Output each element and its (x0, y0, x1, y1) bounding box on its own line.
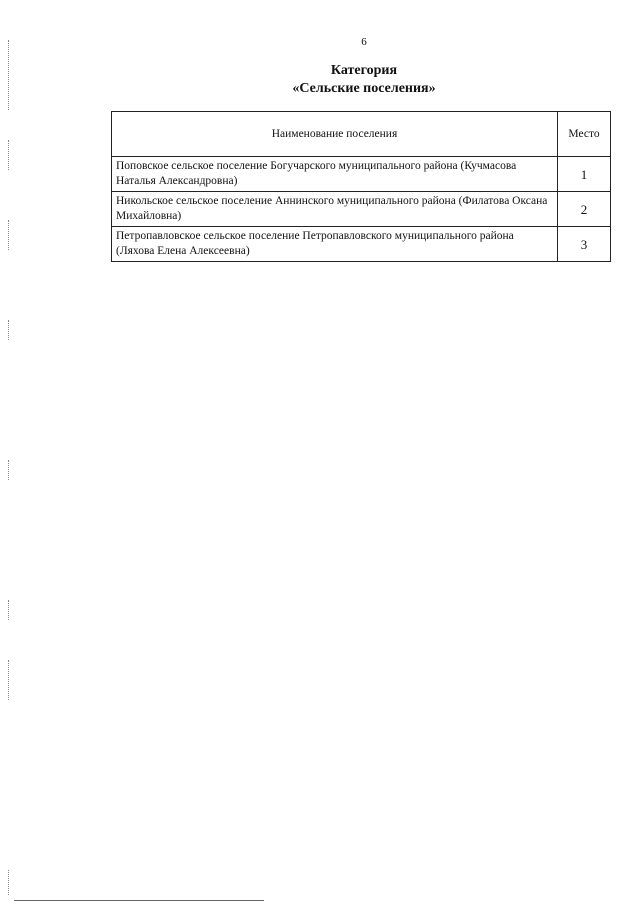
table-row (112, 227, 611, 262)
table-row (112, 157, 611, 192)
scan-artifact (8, 660, 10, 700)
scan-artifact (8, 870, 10, 895)
scan-artifact (8, 140, 10, 170)
category-heading (0, 62, 640, 98)
settlement-place: 2 (558, 192, 611, 227)
table-header-row (112, 112, 611, 157)
scan-artifact (8, 460, 10, 480)
column-header-name: Наименование поселения (112, 112, 558, 157)
page-number: 6 (361, 36, 367, 48)
table-row (112, 192, 611, 227)
results-table (111, 111, 611, 262)
column-header-place: Место (558, 112, 611, 157)
settlement-name: Никольское сельское поселение Аннинского муниципального района (Филатова Оксана Михайловна) (112, 192, 558, 227)
footer-rule (14, 900, 264, 901)
settlement-name: Петропавловское сельское поселение Петропавловского муниципального района (Ляхова Елена Алексеевна) (112, 227, 558, 262)
settlement-place: 3 (558, 227, 611, 262)
category-subtitle: «Сельские поселения» (292, 81, 436, 96)
scan-artifact (8, 600, 10, 620)
scan-artifact (8, 40, 10, 110)
category-title: Категория (330, 63, 398, 78)
scan-artifact (8, 320, 10, 340)
settlement-place: 1 (558, 157, 611, 192)
scan-artifact (8, 220, 10, 250)
settlement-name: Поповское сельское поселение Богучарского муниципального района (Кучмасова Наталья Александровна) (112, 157, 558, 192)
